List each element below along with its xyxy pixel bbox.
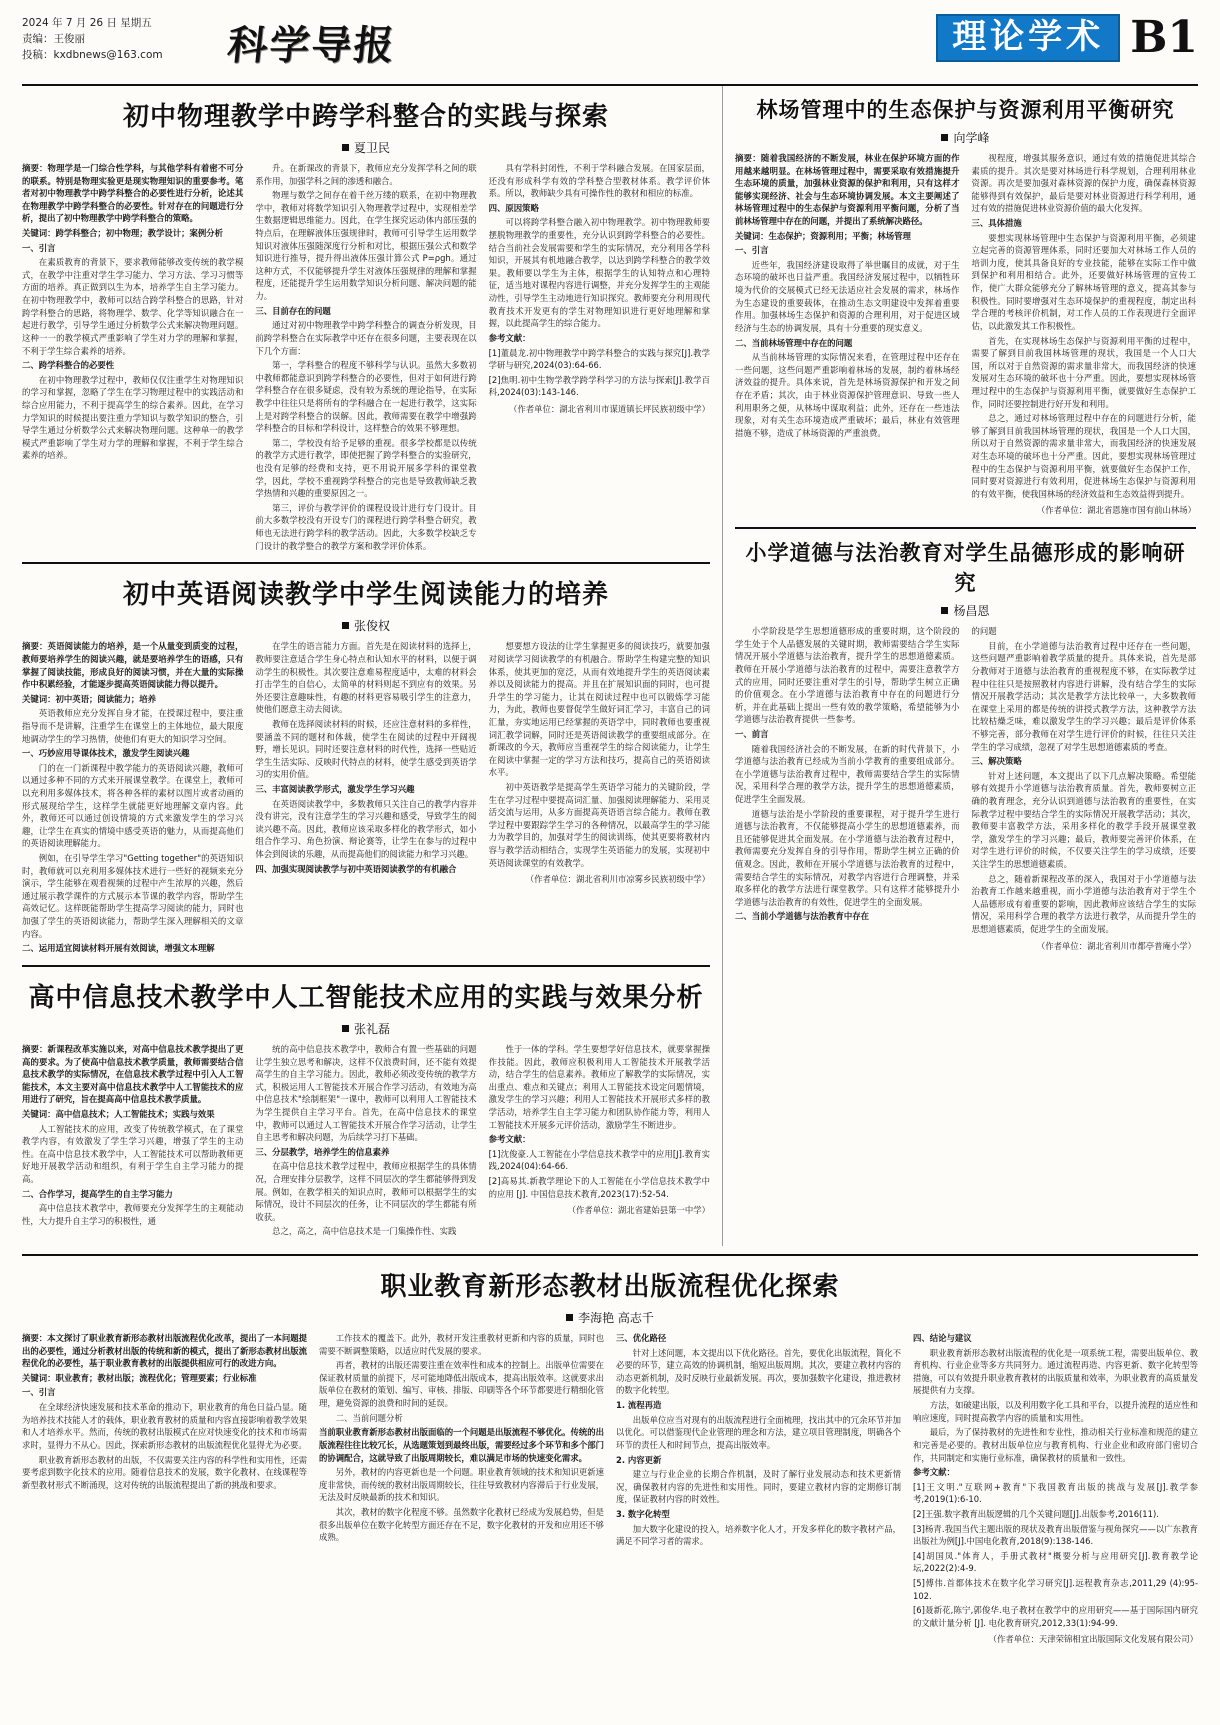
reference-item: [1]王文明."互联网+教育"下我国教育出版的挑战与发展[J].教学参考,2019(1):6-10. (913, 1481, 1198, 1505)
article-byline (22, 617, 710, 634)
abstract: 摘要：随着我国经济的不断发展，林业在保护环境方面的作用越来越明显。在林场管理过程中，需要采取有效措施提升生态环境的质量，加强林业资源的保护和利用，只有这样才能够实现经济、社会与生态环境协调发展。本文主要阐述了林场管理过程中的生态保护与资源利用平衡问题，分析了当前林场管理中存在的问题，并提出了系统解决路径。 (735, 153, 960, 227)
heading: 三、丰富阅读教学形式，激发学生学习兴趣 (255, 783, 415, 794)
affiliation: （作者单位：湖北省利川市凉雾乡民族初级中学） (525, 874, 710, 885)
paragraph: 最后，为了保持教材的先进性和专业性，推动相关行业标准和规范的建立和完善是必要的。教材出版单位应与教育机构、行业企业和政府部门密切合作，共同制定和实施行业标准，确保教材的质量和一致性。 (913, 1427, 1198, 1463)
abstract: 摘要：物理学是一门综合性学科，与其他学科有着密不可分的联系。特别是物理实验更是现实物理知识的重要参考。笔者对初中物理教学中跨学科整合的必要性进行分析，论述其在物理教学中跨学科整合的必要性。针对存在的问题进行分析，提出了初中物理教学中跨学科整合的策略。 (22, 163, 244, 224)
heading: 三、优化路径 (616, 1333, 667, 1344)
paragraph: 通过对初中物理教学中跨学科整合的调查分析发现，目前跨学科整合在实际教学中还存在很多问题，主要表现在以下几个方面： (255, 320, 477, 356)
paragraph: 在英语阅读教学中，多数教师只关注自己的教学内容并没有讲完，没有注意学生的学习兴趣和感受，导致学生的阅读兴趣不高。因此，教师应该采取多样化的教学形式，如小组合作学习、角色扮演、辩论赛等，让学生在参与的过程中体会到阅读的乐趣，从而提高他们的阅读能力和学习兴趣。 (255, 798, 477, 860)
paragraph: 第三，评价与教学评价的课程设设计进行专门设计。目前大多数学校没有开设专门的课程进行跨学科整合研究，教师也无法进行跨学科的教学活动。因此，大多数学校缺乏专门设计的教学整合的教学方案和教学评价体系。 (255, 502, 477, 551)
paragraph: 物理与数学之间存在着千丝万缕的联系，在初中物理教学中，教师对将数学知识引入物理教学过程中，实现相差学生数据逻辑思维能力。因此，在学生探究运动体内部压强的特点后，在理解液体压强规律时，教师可引导学生运用数学知识对液体压强随深度行分析和对比，根据压强公式和数学知识进行推导，提升得出液体压强计算公式 P=ρgh。通过这种方式，不仅能够提升学生对液体压强规律的理解和掌握程度，还能提升学生运用数学知识分析问题、解决问题的能力。 (255, 190, 477, 302)
reference-item: [1]董晨龙.初中物理教学中跨学科整合的实践与探究[J].教学学研与研究,2024(03):64-66. (488, 347, 710, 371)
heading: 四、结论与建议 (913, 1333, 972, 1344)
heading: 一、引言 (22, 1387, 56, 1398)
heading: 一、引言 (22, 242, 56, 253)
byline-marker-icon (342, 622, 349, 629)
article-byline (22, 139, 710, 156)
paragraph: 教师在选择阅读材料的时候，还应注意材料的多样性，要涵盖不同的题材和体裁，使学生在阅读的过程中开阔视野，增长见识。同时还要注意材料的时代性，选择一些贴近学生生活实际、反映时代特点的材料，使学生感受到英语学习的实用价值。 (255, 718, 477, 780)
article-column-4 (913, 1332, 1198, 1648)
paragraph: 在初中物理教学过程中，教师仅仅注重学生对物理知识的学习和掌握，忽略了学生在学习物理过程中的实践活动和综合应用能力，不利于提高学生的综合素养。因此，在学习力学知识的时候提出要注重力学知识与数学知识的整合，引导学生通过分析数学公式来解决物理问题。这种单一的教学模式严重影响了学生对力学的理解和掌握，不利于学生综合素养的培养。 (22, 374, 244, 461)
paragraph: 初中英语教学是提高学生英语学习能力的关键阶段，学生在学习过程中要提高词汇量、加强阅读理解能力、采用灵活交流与运用，从多方面提高英语语言综合能力。教师在教学过程中要跟踪学生学习的各种情况，以最高学生的学习能力为教学目的，加强对学生的阅读训练，使其更要将教材内容与教学活动相结合，实现学生英语能力的发展，实现初中英语阅读课堂的有效教学。 (488, 781, 710, 868)
affiliation: （作者单位：湖北省建始县第一中学） (567, 1205, 710, 1216)
article-column-2 (255, 162, 476, 554)
paragraph: 其次，教材的数字化程度不够。虽然数字化教材已经成为发展趋势，但是很多出版单位在数字化转型方面还存在不足，数字化教材的开发和应用还不够成熟。 (319, 1506, 604, 1543)
paragraph: 在素质教育的背景下，要求教师能够改变传统的教学模式，在教学中注重对学生学习能力、学习方法、学习习惯等方面的培养。真正做到以生为本，培养学生自主学习能力。在初中物理教学中，教师可以结合跨学科整合的思路，针对跨学科整合的思路，将物理学、数学、化学等知识融合在一起进行教学，引导学生通过分析数学公式来解决物理问题。这种一一的教学模式严重影响了学生对力学的理解和掌握，不利于学生综合素养的培养。 (22, 257, 244, 356)
heading: 二、合作学习，提高学生的自主学习能力 (22, 1188, 173, 1199)
divider (22, 1254, 1198, 1256)
byline-marker-icon (342, 1025, 349, 1032)
reference-item: [2]王强.数字教育出版逻辑的几个关键问题[J].出版参考,2016(11). (913, 1508, 1159, 1519)
paragraph: 视程度，增强其服务意识，通过有效的措施促进其综合素质的提升。其次是要对林场进行科学规划，合理利用林业资源。再次是要加强对森林资源的保护力度，确保森林资源能够得到有效保护，最后是要对林业资源进行科学利用，通过有效的措施促进林业资源价值的最大化发挥。 (971, 153, 1196, 214)
heading: 一、前言 (735, 728, 769, 739)
keywords: 关键词：职业教育；教材出版；流程优化；管理要素；行业标准 (22, 1372, 257, 1383)
divider (22, 562, 710, 564)
article-physics-interdisciplinary (22, 96, 710, 554)
paragraph: 随着我国经济社会的不断发展，在新的时代背景下，小学道德与法治教育已经成为当前小学教育的重要组成部分。在小学道德与法治教育过程中，教师需要结合学生的实际情况，采用科学合理的教学方法，提升学生的思想道德素质，促进学生全面发展。 (735, 743, 960, 804)
affiliation: （作者单位：天津荣锦相宜出版国际文化发展有限公司） (988, 1634, 1198, 1645)
paragraph: 英语教师应充分发挥自身才能，在授课过程中，要注重指导而不是讲解，注重学生在课堂上的主体地位，最大限度地调动学生的学习热情，使他们有更大的知识学习空间。 (22, 708, 244, 744)
heading: 四、加强实现阅读教学与初中英语阅读教学的有机融合 (255, 863, 457, 874)
heading: 三、分层教学，培养学生的信息素养 (255, 1146, 390, 1157)
byline-marker-icon (566, 1314, 573, 1321)
paragraph: 总之，通过对林场管理过程中存在的问题进行分析，能够了解到目前我国林场管理的现状，我国是一个人口大国，所以对于自然资源的需求量非常大，而我国经济的快速发展对生态环境的破坏也十分严重。因此，要想实现林场管理过程中的生态保护与资源利用平衡，就要做好生态保护工作，同时要对资源进行有效利用，促进林场生态保护与资源利用的有效平衡，使我国林场的经济效益和生态效益得到提升。 (971, 413, 1196, 499)
article-columns (22, 1332, 1198, 1648)
paragraph: 具有学科封闭性，不利于学科融合发展。在国家层面，还没有形成科学有效的学科整合型教材体系。教学评价体系。所以，教师缺少具有可操作性的教材和相应的标准。 (488, 163, 710, 199)
section-header (936, 14, 1198, 62)
right-band (722, 86, 1196, 1246)
article-column-1 (22, 1332, 307, 1648)
article-column-3 (489, 162, 710, 554)
references-heading: 参考文献： (488, 1134, 531, 1145)
keywords: 关键词：生态保护；资源利用；平衡；林场管理 (735, 230, 911, 241)
paragraph: 想要想方设法的让学生掌握更多的阅读技巧，就要加强对阅读学习阅读教学的有机融合。帮助学生构建完整的知识体系，使其更加的宽泛，从而有效地提升学生的英语阅读素养以及阅读能力的提高。并且在扩展知识面的同时，也可提升学生的学习能力，让其在阅读过程中也可以锻炼学习能力，为此，教师也要督促学生做好词汇学习，丰富自己的词汇量，夯实地运用已经掌握的英语学中，同时教师也要重视词汇教学词解，同时还是英语阅读教学的重要组成部分。在新课改的今天，教师应当重视学生的综合阅读能力，让学生在阅读中掌握一定的学习方法和技巧，提高自己的英语阅读水平。 (488, 641, 710, 778)
article-vocational-textbook-publishing (22, 1266, 1198, 1648)
abstract: 摘要：新课程改革实施以来，对高中信息技术教学提出了更高的要求。为了使高中信息技术教学质量，教师需要结合信息技术教学的实际情况，在信息技术教学过程中引入人工智能技术，本文主要对高中信息技术教学中人工智能技术的应用进行了研究，旨在提高高中信息技术教学质量。 (22, 1043, 244, 1105)
paragraph: 另外，教材的内容更新也是一个问题。职业教育领域的技术和知识更新速度非常快，而传统的教材出版周期较长，往往导致教材内容滞后于行业发展，无法及时反映最新的技术和知识。 (319, 1467, 604, 1503)
article-forest-management (735, 94, 1196, 519)
heading: 一、引言 (735, 245, 769, 256)
paragraph: 针对上述问题，本文提出以下优化路径。首先，要优化出版流程，简化不必要的环节，建立高效的协调机制，缩短出版周期。其次，要建立教材内容的动态更新机制，及时反映行业最新发展。再次，要加强数字化建设，推进教材的数字化转型。 (616, 1347, 901, 1396)
paragraph: 高中信息技术教学中，教师要充分发挥学生的主观能动性，大力提升自主学习的积极性，通 (22, 1203, 244, 1226)
paragraph: 在学生的语言能力方面。首先是在阅读材料的选择上，教师要注意适合学生身心特点和认知水平的材料，以便于调动学生的积极性。其次要注意难易程度适中，太难的材料会打击学生的自信心，太简单的材料则起不到应有的效果。另外还要注意趣味性，有趣的材料更容易吸引学生的注意力，使他们愿意主动去阅读。 (255, 641, 477, 715)
article-columns (735, 152, 1196, 519)
keywords: 关键词：初中英语；阅读能力；培养 (22, 693, 156, 704)
paragraph: 统的高中信息技术教学中，教师合有置一些基础的问题让学生独立思考和解决，这样不仅浪费时间，还不能有效提高学生的自主学习能力。因此，教师必须改变传统的教学方式，积极运用人工智能技术开展合作学习活动，有效地为高中信息技术"绘制框架"一课中，教师可以利用人工智能技术为学生提供自主学习平台。首先，在高中信息技术的课堂中，教师可以通过人工智能技术开展合作学习活动，让学生自主思考和解决问题，为后续学习打下基础。 (255, 1043, 477, 1143)
article-column-2 (255, 640, 476, 957)
paragraph: 第一，学科整合的程度不够科学与认识。虽然大多数初中教师都能意识到跨学科整合的必要性，但对于如何进行跨学科整合存在很多疑虑，没有较为系统的理论指导，在实际教学中往往只是将所有的学科融合在一起进行教学，这实际上是对跨学科整合的误解。因此，教师需要在教学中增强跨学科整合的目标和学科设计，这样整合的效果不够理想。 (255, 360, 477, 434)
paragraph: 总之，随着新课程改革的深入，我国对于小学道德与法治教育工作越来越重视，而小学道德与法治教育对于学生个人品德形成有着重要的影响，因此教师应该结合学生的实际情况，采用科学合理的教学方法进行教学，从而提升学生的思想道德素质，促进学生的全面发展。 (971, 873, 1196, 935)
article-columns (735, 625, 1196, 954)
heading: 三、解决策略 (971, 756, 1022, 767)
article-author: 张礼磊 (353, 1021, 390, 1036)
paragraph: 可以将跨学科整合融入初中物理教学。初中物理教师要摆脱物理教学的重要性，充分认识到跨学科整合的必要性。结合当前社会发展需要和学生的实际情况，充分利用各学科知识，开展其有机地融合教学，以达到跨学科整合的教学效果。教师要以学生为主体，根据学生的认知特点和心理特征，适当地对课程内容进行调整，并充分发挥学生的主观能动性，引导学生主动地进行知识探究。教师要充分利用现代教育技术开发更有的学生对物理知识进行更好地理解和掌握，以此提高学生的综合能力。 (488, 217, 710, 329)
article-column-3 (616, 1332, 901, 1648)
paragraph: 职业教育新形态教材的出版，不仅需要关注内容的科学性和实用性，还需要考虑到数字化技术的应用。随着信息技术的发展，数字化教材、在线课程等新型教材形式不断涌现，这对传统的出版流程提出了新的挑战和要求。 (22, 1454, 307, 1490)
paragraph: 职业教育新形态教材出版流程的优化是一项系统工程，需要出版单位、教育机构、行业企业等多方共同努力。通过流程再造、内容更新、数字化转型等措施，可以有效提升职业教育教材的出版质量和效率，为职业教育的高质量发展提供有力支撑。 (913, 1347, 1198, 1396)
article-title: 高中信息技术教学中人工智能技术应用的实践与效果分析 (28, 982, 704, 1013)
section-name-badge: 理论学术 (936, 14, 1120, 62)
divider (22, 965, 710, 967)
article-byline (735, 602, 1196, 619)
paragraph: 二、当前问题分析 (335, 1412, 403, 1423)
article-column-2 (972, 152, 1197, 519)
heading: 三、目前存在的问题 (255, 305, 331, 316)
affiliation: （作者单位：湖北省恩施市国有前山林场） (1036, 505, 1196, 516)
article-title: 小学道德与法治教育对学生品德形成的影响研究 (745, 540, 1186, 596)
paragraph: 近些年，我国经济建设取得了举世瞩目的成就，对于生态环境的破坏也日益严重。我国经济发展过程中，以牺牲环境为代价的交展模式已经无法适应社会发展的需求，林场作为生态建设的重要载体，在推动生态文明建设中发挥着重要作用。加强林场生态保护和资源的合理利用，对于促进区域经济与生态的协调发展，具有十分重要的现实意义。 (735, 259, 960, 333)
article-title: 初中物理教学中跨学科整合的实践与探索 (122, 102, 609, 132)
heading: 二、运用适宜阅读材料开展有效阅读，增强文本理解 (22, 943, 215, 954)
keywords: 关键词：跨学科整合；初中物理；教学设计；案例分析 (22, 228, 223, 239)
section-code: B1 (1130, 12, 1198, 63)
heading: 3. 数字化转型 (616, 1508, 670, 1519)
paragraph: 目前，在小学道德与法治教育过程中还存在一些问题，这些问题严重影响着教学质量的提升。具体来说，首先是部分教师对于道德与法治教育的重视程度不够，在实际教学过程中往往只是按照教材内容进行讲解，没有结合学生的实际情况开展教学活动；其次是教学方法比较单一，大多数教师在课堂上采用的都是传统的讲授式教学方法，这种教学方法比较枯燥乏味，难以激发学生的学习兴趣；最后是评价体系不够完善，部分教师在对学生进行评价的时候，往往只关注学生的学习成绩，忽视了对学生思想道德素质的考查。 (971, 640, 1196, 752)
abstract: 摘要：本文探讨了职业教育新形态教材出版流程优化改革，提出了一本问题提出的必要性，通过分析教材出版的传统和新的模式，提出了新形态教材出版流程优化的必要性，基于职业教育教材的出版提供相应可行的改进方向。 (22, 1333, 307, 1369)
paragraph: 在全球经济快速发展和技术革命的推动下，职业教育的角色日益凸显。随为培养技术技能人才的载体，职业教育教材的质量和内容直接影响着教学效果和人才培养水平。然而，传统的教材出版模式在应对快速变化的技术和市场需求时，显得力不从心。因此，探索新形态教材的出版流程优化显得尤为必要。 (22, 1402, 307, 1450)
article-column-1 (735, 625, 960, 954)
references-heading: 参考文献： (913, 1467, 955, 1478)
paragraph: 针对上述问题，本文提出了以下几点解决策略。希望能够有效提升小学道德与法治教育质量。首先，教师要树立正确的教育理念，充分认识到道德与法治教育的重要性，在实际教学过程中要结合学生的实际情况开展教学活动；其次，教师要丰富教学方法，采用多样化的教学手段开展课堂教学，激发学生的学习兴趣；最后，教师要完善评价体系，在对学生进行评价的时候，不仅要关注学生的学习成绩，还要关注学生的思想道德素质。 (971, 770, 1196, 870)
article-column-3 (489, 640, 710, 957)
article-column-1 (22, 162, 243, 554)
article-column-3 (489, 1043, 710, 1240)
article-author: 向学峰 (953, 131, 990, 145)
heading: 二、跨学科整合的必要性 (22, 360, 115, 371)
article-title: 职业教育新形态教材出版流程优化探索 (380, 1272, 840, 1303)
article-ai-in-it-teaching (22, 977, 710, 1240)
paragraph: 例如，在引导学生学习"Getting together"的英语知识时，教师就可以充利用多媒体技术进行一些好的视频来充分演示，学生能够在观看视频的过程中产生浓厚的兴趣，然后通过展示教学课件的方式展示本节课的教学内容，帮助学生高效记忆。这样既能帮助学生提高学习阅读的能力，同时也加强了学生的英语阅读能力，帮助学生深入理解相关的文章内容。 (22, 853, 244, 939)
paragraph: 门的在一门新课程中教学能力的英语阅读兴趣，教师可以通过多种不同的方式来开展课堂教学。在课堂上，教师可以充利用多媒体技术，将各种各样的素材以图片或者动画的形式展现给学生，这样学生就能更好地理解文章内容。此外，教师还可以通过创设情境的方式来激发学生的学习兴趣，让学生在真实的情境中感受英语的魅力，从而提高他们的英语阅读理解能力。 (22, 762, 244, 849)
references-heading: 参考文献： (488, 332, 531, 343)
byline-marker-icon (941, 607, 948, 614)
heading: 1. 流程再造 (616, 1400, 662, 1411)
article-title: 林场管理中的生态保护与资源利用平衡研究 (756, 97, 1175, 122)
top-band (22, 86, 1198, 1246)
heading: 二、当前林场管理中存在的问题 (735, 337, 853, 348)
heading: 当前职业教育新形态教材出版面临的一个问题是出版流程不够优化。传统的出版流程往往比较冗长，从选题策划到最终出版，需要经过多个环节和多个部门的协调配合，这就导致了出版周期较长，难以满足市场的快速变化需求。 (319, 1427, 604, 1463)
paragraph: 建立与行业企业的长期合作机制，及时了解行业发展动态和技术更新情况，确保教材内容的先进性和实用性。同时，要建立教材内容的定期修订制度，保证教材内容的时效性。 (616, 1469, 901, 1505)
affiliation: （作者单位：湖北省利川市都亭普庵小学） (1036, 940, 1196, 951)
keywords: 关键词：高中信息技术；人工智能技术；实践与效果 (22, 1108, 215, 1119)
article-columns (22, 640, 710, 957)
affiliation: （作者单位：湖北省利川市谋道镇长坪民族初级中学） (508, 403, 710, 414)
heading: 四、原因策略 (488, 202, 539, 213)
article-columns (22, 162, 710, 554)
masthead-logo (222, 14, 936, 71)
paragraph: 首先，在实现林场生态保护与资源利用平衡的过程中，需要了解到目前我国林场管理的现状，我国是一个人口大国，所以对于自然资源的需求量非常大，而我国经济的快速发展对生态环境的破坏也十分严重。因此，要想实现林场管理过程中的生态保护与资源利用平衡，就要做好生态保护工作，同时还要控制进行好开发和利用。 (971, 335, 1196, 409)
left-band (22, 86, 722, 1246)
paragraph: 从当前林场管理的实际情况来看，在管理过程中还存在一些问题，这些问题严重影响着林场的发展，制约着林场经济效益的提升。具体来说，首先是林场资源保护和开发之间存在矛盾；其次，由于林业资源保护管理意识、导致一些人利用职务之便，从林场中谋取利益；此外，还存在一些违法现象，对有关生态环境造成严重破坏；最后，林业有效管理措施不够，造成了林场资源的严重浪费。 (735, 352, 960, 438)
article-byline (735, 129, 1196, 146)
byline-marker-icon (342, 144, 349, 151)
article-column-1 (22, 1043, 243, 1240)
paragraph: 出版单位应当对现有的出版流程进行全面梳理，找出其中的冗余环节并加以优化。可以借鉴现代企业管理的理念和方法，建立项目管理制度，明确各个环节的责任人和时间节点，提高出版效率。 (616, 1414, 901, 1450)
editor-line: 责编：王俊丽 (22, 32, 85, 45)
heading: 2. 内容更新 (616, 1454, 662, 1465)
byline-marker-icon (941, 134, 948, 141)
paragraph: 方法，如破建出版，以及利用数字化工具和平台，以提升流程的适应性和响应速度，同时提高教学内容的质量和实用性。 (913, 1400, 1198, 1423)
reference-item: [2]高易其.新教学理论下的人工智能在小学信息技术教学中的应用 [J]. 中国信息技术教育,2023(17):52-54. (488, 1176, 710, 1199)
article-columns (22, 1043, 710, 1240)
paragraph: 升。在新课改的背景下，教师应充分发挥学科之间的联系作用，加强学科之间的渗透和融合。 (255, 163, 477, 186)
article-column-2 (972, 625, 1197, 954)
article-column-1 (22, 640, 243, 957)
paragraph: 再者，教材的出版还需要注重在效率性和成本的控制上。出版单位需要在保证教材质量的前提下，尽可能地降低出版成本，提高出版效率。这就要求出版单位在教材的策划、编写、审核、排版、印刷等各个环节都要进行精细化管理，避免资源的浪费和时间的延误。 (319, 1360, 604, 1409)
article-title: 初中英语阅读教学中学生阅读能力的培养 (122, 580, 609, 611)
paragraph: 加大数字化建设的投入，培养数字化人才，开发多样化的数字教材产品，满足不同学习者的需求。 (616, 1523, 901, 1547)
article-author: 李海艳 高志千 (578, 1311, 654, 1326)
publication-date: 2024 年 7 月 26 日 星期五 (22, 17, 152, 29)
article-author: 张俊权 (353, 619, 390, 634)
reference-item: [3]杨青.我国当代主题出版的现状及教育出版借鉴与视角探究——以广东教育出版社为例[J].中国电化教育,2018(9):138-146. (913, 1523, 1198, 1547)
article-byline (22, 1309, 1198, 1326)
article-author: 杨昌恩 (953, 604, 990, 619)
paragraph: 在高中信息技术教学过程中，教师应根据学生的具体情况，合理安排分层教学，这样不同层次的学生都能够得到发展。例如，在教学相关的知识点时，教师可以根据学生的实际情况，设计不同层次的任务，让不同层次的学生都能有所收获。 (255, 1161, 477, 1222)
paragraph: 第二，学校没有给予足够的重视。很多学校都是以传统的教学方式进行教学，即使把握了跨学科整合的实验研究，也没有足够的经费和支持，更不用说开展多学科的课堂教学，因此，学校不重视跨学科整合的完也是导致教师缺乏教学热情和兴趣的重要原因之一。 (255, 437, 477, 499)
article-byline (22, 1020, 710, 1037)
paper-name: 科学导报 (225, 22, 399, 69)
paragraph: 总之，高之，高中信息技术是一门集操作性、实践 (272, 1226, 457, 1237)
reference-item: [4]胡国凤."体育人，手册式教材"概要分析与应用研究[J].教育教学论坛,2022(2):4-9. (913, 1550, 1198, 1574)
heading: 三、具体措施 (971, 218, 1022, 229)
article-column-1 (735, 152, 960, 519)
heading: 二、当前小学道德与法治教育中存在 (735, 911, 869, 922)
article-moral-law-education (735, 537, 1196, 954)
paragraph: 性于一体的学科。学生要想学好信息技术，就要掌握操作技能。因此，教师应积极利用人工智能技术开展教学活动，结合学生的信息素养。教师应了解教学的实际情况，实出重点、难点和关键点；利用人工智能技术设定问题情境，激发学生的学习兴趣；利用人工智能技术开展形式多样的教学活动，培养学生自主学习能力和团队协作能力等，利用人工智能技术开展多元评价活动，激励学生不断进步。 (488, 1043, 710, 1130)
article-author: 夏卫民 (353, 141, 390, 155)
reference-item: [6]聂新花,陈宁,郭俊华.电子教材在教学中的应用研究——基于国际国内研究的文献计量分析 [J]. 电化教育研究,2012,33(1):94-99. (913, 1605, 1198, 1628)
divider (735, 527, 1196, 529)
paragraph: 人工智能技术的应用，改变了传统教学模式，在了课堂教学内容，有效激发了学生学习兴趣，增强了学生的主动性。在高中信息技术教学中，人工智能技术可以帮助教师更好地开展教学活动和组织，有利于学生自主学习能力的提高。 (22, 1123, 244, 1184)
paragraph: 道德与法治是小学阶段的重要课程，对于提升学生进行道德与法治教育，不仅能够提高小学生的思想道德素养，而且还能够促进其全面发展。在小学道德与法治教育过程中，教师需要充分发挥自身的引导作用，帮助学生树立正确的价值观念。因此，教师在开展小学道德与法治教育的过程中，需要结合学生的实际情况，对教学内容进行合理调整，并采取多样化的教学方法进行课堂教学。只有这样才能够提升小学道德与法治教育的有效性，促进学生的全面发展。 (735, 808, 960, 907)
paragraph: 小学阶段是学生思想道德形成的重要时期，这个阶段的学生处于个人品德发展的关键时期，教师需要结合学生实际情况开展小学道德与法治教育，提升学生的思想道德素质。教师在开展小学道德与法治教育的过程中，需要注意教学方式的应用，同时还要注重对学生的引导，帮助学生树立正确的价值观念。在小学道德与法治教育中存在的问题进行分析，并在此基础上提出一些有效的教学策略，希望能够为小学道德与法治教育提供一些参考。 (735, 626, 960, 725)
reference-item: [1]沈俊豪.人工智能在小学信息技术教学中的应用[J].教育实践,2024(04):64-66. (488, 1148, 710, 1172)
paragraph: 要想实现林场管理中生态保护与资源利用平衡，必须建立起完善的资源管理体系，同时还要加大对林场工作人员的培训力度，使其具备良好的专业技能，能够在实际工作中做到保护和利用相结合。此外，还要做好林场管理的宣传工作，使广大群众能够充分了解林场管理的意义，提高其参与积极性。同时要增强对生态环境保护的重视程度，制定出科学合理的考核评价机制，对工作人员的工作表现进行全面评估，以此激发其工作积极性。 (971, 232, 1196, 331)
reference-item: [5]傅伟.首都体技术在数字化学习研究[J].远程教育杂志,2011,29 (4):95-102. (913, 1578, 1198, 1601)
abstract: 摘要：英语阅读能力的培养，是一个从量变到质变的过程，教师要培养学生的阅读兴趣，就是要培养学生的语感，只有掌握了阅读技能，形成良好的阅读习惯，并在大量的实际操作中积累经验，才能逐步提高英语阅读能力得以提升。 (22, 641, 244, 690)
masthead-info (22, 14, 222, 63)
article-english-reading (22, 574, 710, 957)
article-column-2 (319, 1332, 604, 1648)
paragraph: 的问题 (971, 626, 997, 637)
reference-item: [2]焦明.初中生物学教学跨学科学习的方法与探索[J].教学百科,2024(03):143-146. (488, 374, 710, 398)
submission-email: 投稿：kxdbnews@163.com (22, 48, 163, 61)
paragraph: 工作技术的覆盖下。此外，教材开发注重教材更新和内容的质量，同时也需要不断调整策略，以适应时代发展的要求。 (319, 1333, 604, 1356)
article-column-2 (255, 1043, 476, 1240)
masthead (22, 14, 1198, 86)
heading: 一、巧妙应用导课体技术，激发学生阅读兴趣 (22, 748, 190, 759)
